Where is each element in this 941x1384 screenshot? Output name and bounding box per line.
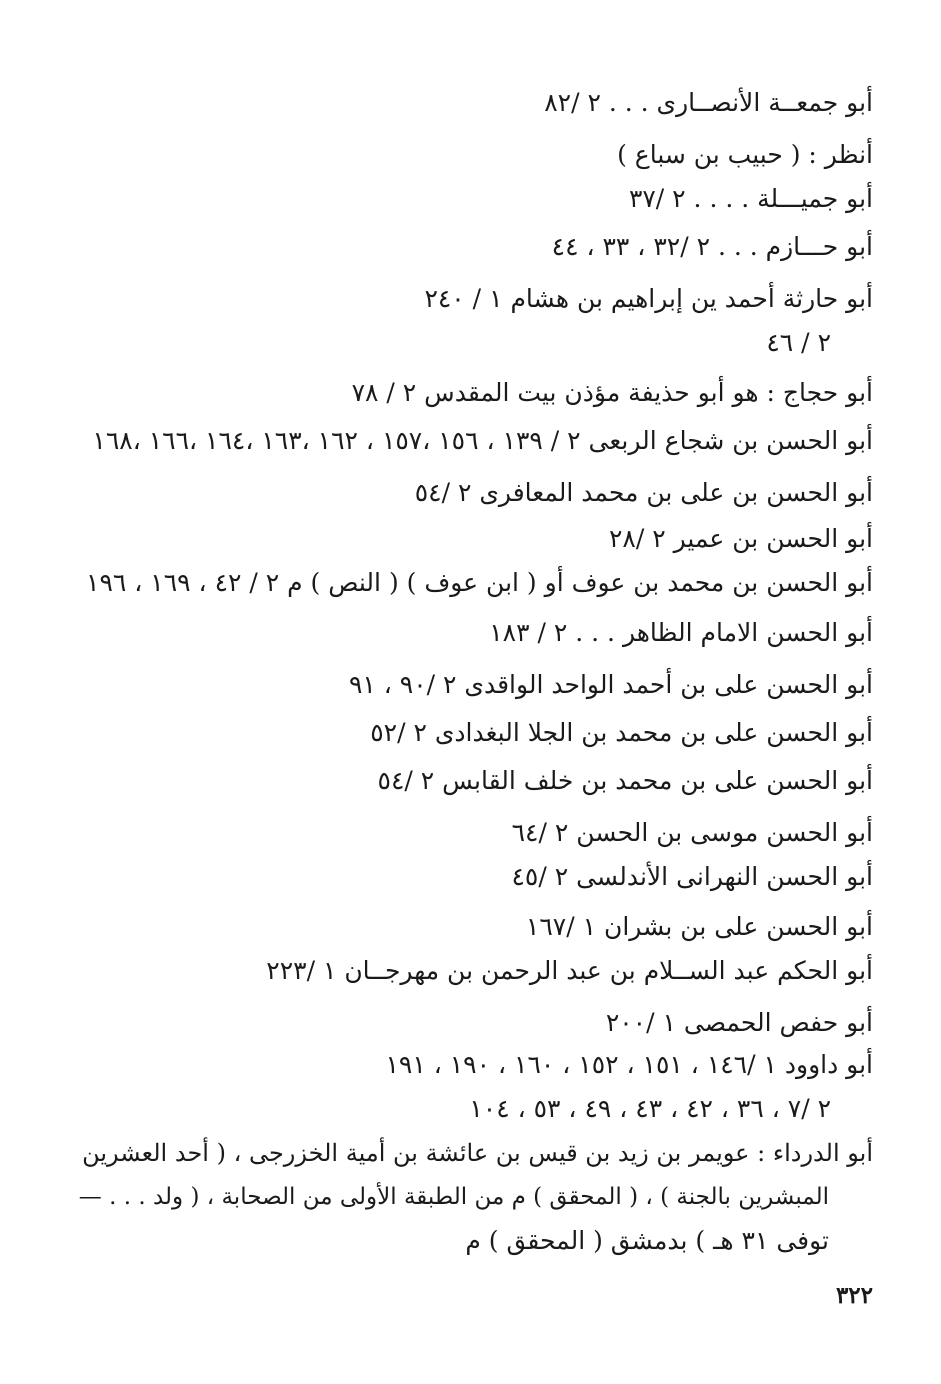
index-entry: أبو جميـــلة . . . . ٢ /٣٧	[628, 184, 873, 213]
index-entry-continuation: ٢ /٧ ، ٣٦ ، ٤٢ ، ٤٣ ، ٤٩ ، ٥٣ ، ١٠٤	[469, 1094, 831, 1123]
index-entry-continuation: ٢ / ٤٦	[766, 328, 831, 357]
index-entry: أبو حفص الحمصى ١ /٢٠٠	[605, 1008, 873, 1037]
page-number: ٣٢٢	[835, 1282, 873, 1309]
index-entry: أبو الحسن على بن بشران ١ /١٦٧	[525, 912, 873, 941]
index-entry: أنظر : ( حبيب بن سباع )	[617, 140, 873, 169]
index-entry: أبو حارثة أحمد ين إبراهيم بن هشام ١ / ٢٤٠	[424, 284, 873, 313]
index-entry: أبو داوود ١ /١٤٦ ، ١٥١ ، ١٥٢ ، ١٦٠ ، ١٩٠ ، ١٩١	[385, 1050, 873, 1079]
index-entry: أبو الحسن بن على بن محمد المعافرى ٢ /٥٤	[414, 478, 873, 507]
index-entry: أبو الدرداء : عويمر بن زيد بن قيس بن عائشة بن أمية الخزرجى ، ( أحد العشرين	[82, 1139, 873, 1167]
index-entry: أبو الحسن النهرانى الأندلسى ٢ /٤٥	[511, 862, 873, 891]
index-entry: أبو الحسن على بن أحمد الواحد الواقدى ٢ /٩٠ ، ٩١	[348, 670, 873, 699]
index-entry: أبو الحسن على بن محمد بن خلف القابس ٢ /٥٤	[377, 766, 873, 795]
index-entry: أبو الحسن بن محمد بن عوف أو ( ابن عوف ) ( النص ) م ٢ / ٤٢ ، ١٦٩ ، ١٩٦	[86, 568, 873, 597]
index-entry: أبو حـــازم . . . ٢ /٣٢ ، ٣٣ ، ٤٤	[551, 232, 873, 261]
index-entry: أبو الحسن موسى بن الحسن ٢ /٦٤	[511, 818, 873, 847]
index-entry: أبو الحسن بن عمير ٢ /٢٨	[608, 524, 873, 553]
index-entry: أبو الحسن على بن محمد بن الجلا البغدادى ٢ /٥٢	[370, 718, 873, 747]
index-entry: أبو جمعــة الأنصــارى . . . ٢ /٨٢	[544, 88, 873, 117]
index-entry: أبو حجاج : هو أبو حذيفة مؤذن بيت المقدس ٢ / ٧٨	[351, 378, 873, 407]
index-entry: أبو الحسن بن شجاع الربعى ٢ / ١٣٩ ، ١٥٦ ،١٥٧ ، ١٦٢ ،١٦٣ ،١٦٤ ،١٦٦ ،١٦٨	[92, 426, 873, 455]
index-entry: أبو الحكم عبد الســلام بن عبد الرحمن بن مهرجــان ١ /٢٢٣	[266, 956, 873, 985]
index-entry-continuation: توفى ٣١ هـ ) بدمشق ( المحقق ) م	[465, 1226, 829, 1255]
index-entry: أبو الحسن الامام الظاهر . . . ٢ / ١٨٣	[489, 618, 873, 647]
index-entry-continuation: المبشرين بالجنة ) ، ( المحقق ) م من الطبقة الأولى من الصحابة ، ( ولد . . . —	[78, 1184, 829, 1210]
